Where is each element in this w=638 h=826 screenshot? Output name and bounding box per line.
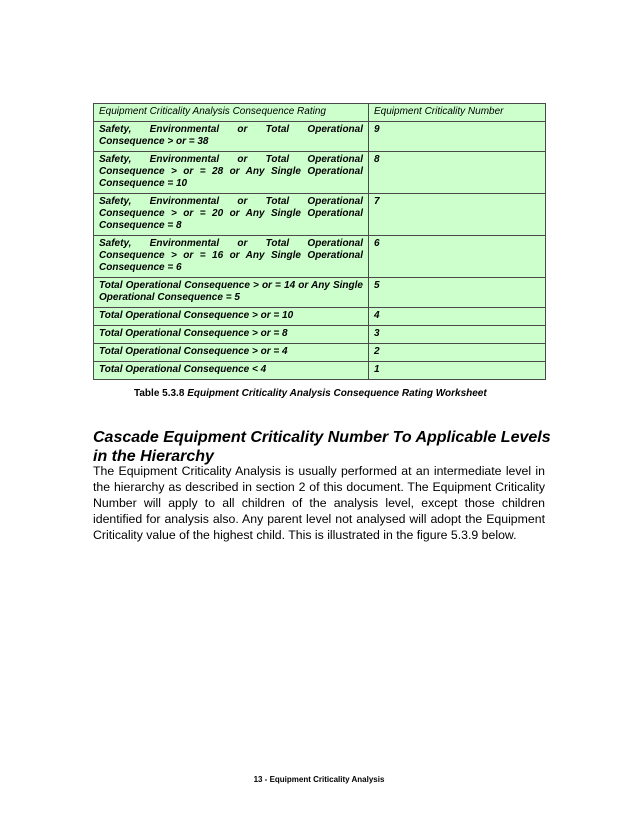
- rating-cell: Safety, Environmental or Total Operational Consequence > or = 20 or Any Single Operational Consequence = 8: [94, 194, 369, 236]
- rating-cell: Total Operational Consequence > or = 8: [94, 326, 369, 344]
- caption-label: Table 5.3.8: [134, 388, 185, 399]
- table-header-row: [94, 104, 546, 122]
- rating-cell: Total Operational Consequence > or = 4: [94, 344, 369, 362]
- table-row: [94, 362, 546, 380]
- table-row: [94, 122, 546, 152]
- column-header-criticality-number: Equipment Criticality Number: [369, 104, 546, 122]
- caption-title: Equipment Criticality Analysis Consequence Rating Worksheet: [187, 388, 487, 399]
- table-row: [94, 344, 546, 362]
- table-row: [94, 152, 546, 194]
- table-row: [94, 278, 546, 308]
- section-heading: Cascade Equipment Criticality Number To Applicable Levels in the Hierarchy: [93, 429, 551, 465]
- rating-cell: Total Operational Consequence > or = 10: [94, 308, 369, 326]
- rating-cell: Safety, Environmental or Total Operational Consequence > or = 38: [94, 122, 369, 152]
- column-header-consequence-rating: Equipment Criticality Analysis Consequence Rating: [94, 104, 369, 122]
- table-row: [94, 308, 546, 326]
- rating-cell: Safety, Environmental or Total Operational Consequence > or = 16 or Any Single Operational Consequence = 6: [94, 236, 369, 278]
- table-row: [94, 236, 546, 278]
- number-cell: 3: [369, 326, 546, 344]
- table-row: [94, 194, 546, 236]
- number-cell: 1: [369, 362, 546, 380]
- number-cell: 2: [369, 344, 546, 362]
- table-caption: [134, 388, 487, 399]
- table-row: [94, 326, 546, 344]
- number-cell: 7: [369, 194, 546, 236]
- section-paragraph: The Equipment Criticality Analysis is usually performed at an intermediate level in the hierarchy as described in section 2 of this document. The Equipment Criticality Number will apply to all children of the analysis level, except those children identified for analysis also. Any parent level not analysed will adopt the Equipment Criticality value of the highest child. This is illustrated in the figure 5.3.9 below.: [93, 464, 545, 542]
- rating-cell: Safety, Environmental or Total Operational Consequence > or = 28 or Any Single Operational Consequence = 10: [94, 152, 369, 194]
- number-cell: 6: [369, 236, 546, 278]
- number-cell: 5: [369, 278, 546, 308]
- number-cell: 8: [369, 152, 546, 194]
- rating-cell: Total Operational Consequence < 4: [94, 362, 369, 380]
- consequence-rating-table: [93, 103, 546, 380]
- number-cell: 9: [369, 122, 546, 152]
- rating-cell: Total Operational Consequence > or = 14 or Any Single Operational Consequence = 5: [94, 278, 369, 308]
- number-cell: 4: [369, 308, 546, 326]
- page-footer: 13 - Equipment Criticality Analysis: [253, 775, 385, 784]
